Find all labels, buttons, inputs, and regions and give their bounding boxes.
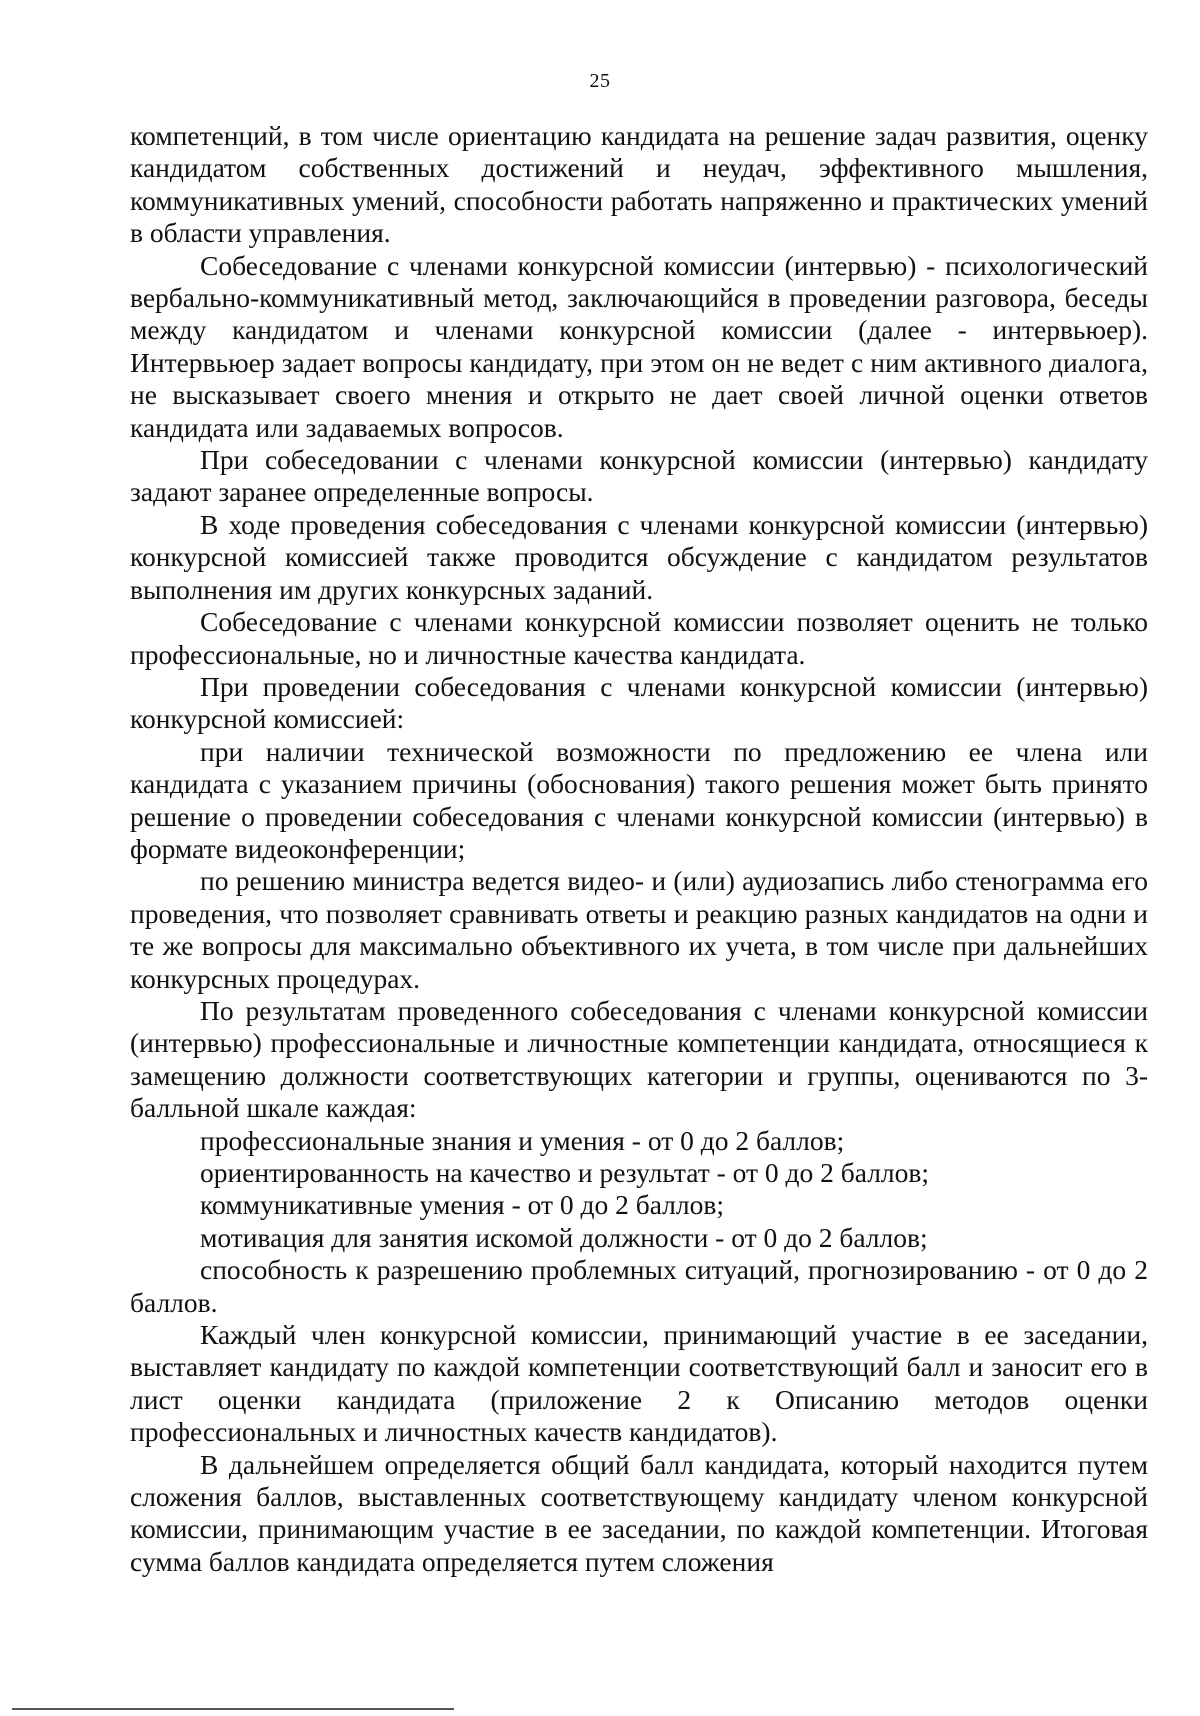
page-number: 25: [589, 70, 611, 92]
scale-item-motivation: мотивация для занятия искомой должности - от 0 до 2 баллов;: [200, 1221, 928, 1253]
paragraph-recording: по решению министра ведется видео- и (или) аудиозапись либо стенограмма его проведения, что позволяет сравнивать ответы и реакцию разных кандидатов на одни и те же вопросы для максимально объективного их учета, в том числе при дальнейших конкурсных процедурах.: [130, 865, 1148, 994]
paragraph-discussion-results: В ходе проведения собеседования с членами конкурсной комиссии (интервью) конкурсной комиссией также проводится обсуждение с кандидатом результатов выполнения им других конкурсных заданий.: [130, 508, 1148, 605]
paragraph-interview-definition: Собеседование с членами конкурсной комиссии (интервью) - психологический вербально-коммуникативный метод, заключающийся в проведении разговора, беседы между кандидатом и членами конкурсной комиссии (далее - интервьюер). Интервьюер задает вопросы кандидату, при этом он не ведет с ним активного диалога, не высказывает своего мнения и открыто не дает своей личной оценки ответов кандидата или задаваемых вопросов.: [130, 249, 1148, 443]
paragraph-videoconference: при наличии технической возможности по предложению ее члена или кандидата с указанием причины (обоснования) такого решения может быть принято решение о проведении собеседования с членами конкурсной комиссии (интервью) в формате видеоконференции;: [130, 735, 1148, 864]
scale-list: [130, 1125, 1148, 1319]
paragraph-evaluation-sheet: Каждый член конкурсной комиссии, принимающий участие в ее заседании, выставляет кандидату по каждой компетенции соответствующий балл и заносит его в лист оценки кандидата (приложение 2 к Описанию методов оценки профессиональных и личностных качеств кандидатов).: [130, 1319, 1148, 1448]
paragraph-scale-intro: По результатам проведенного собеседования с членами конкурсной комиссии (интервью) профессиональные и личностные компетенции кандидата, относящиеся к замещению должности соответствующих категории и группы, оцениваются по 3-балльной шкале каждая:: [130, 994, 1148, 1124]
paragraph-commission-intro: При проведении собеседования с членами конкурсной комиссии (интервью) конкурсной комиссией:: [130, 670, 1148, 735]
scale-item-quality-orientation: ориентированность на качество и результат - от 0 до 2 баллов;: [200, 1157, 930, 1188]
document-body: [130, 120, 1148, 1578]
paragraph-qualities: Собеседование с членами конкурсной комиссии позволяет оценить не только профессиональные, но и личностные качества кандидата.: [130, 606, 1148, 670]
paragraph-predefined-questions: При собеседовании с членами конкурсной комиссии (интервью) кандидату задают заранее определенные вопросы.: [130, 444, 1148, 508]
scale-item-problem-solving: способность к разрешению проблемных ситуаций, прогнозированию - от 0 до 2 баллов.: [130, 1254, 1148, 1318]
scale-item-professional-knowledge: профессиональные знания и умения - от 0 до 2 баллов;: [200, 1124, 845, 1156]
footer-rule: [12, 1708, 454, 1710]
paragraph-total-score: В дальнейшем определяется общий балл кандидата, который находится путем сложения баллов, выставленных соответствующему кандидату членом конкурсной комиссии, принимающим участие в ее заседании, по каждой компетенции. Итоговая сумма баллов кандидата определяется путем сложения: [130, 1448, 1148, 1577]
paragraph-continuation: компетенций, в том числе ориентацию кандидата на решение задач развития, оценку кандидатом собственных достижений и неудач, эффективного мышления, коммуникативных умений, способности работать напряженно и практических умений в области управления.: [130, 120, 1148, 249]
scale-item-communication: коммуникативные умения - от 0 до 2 баллов;: [200, 1189, 725, 1221]
